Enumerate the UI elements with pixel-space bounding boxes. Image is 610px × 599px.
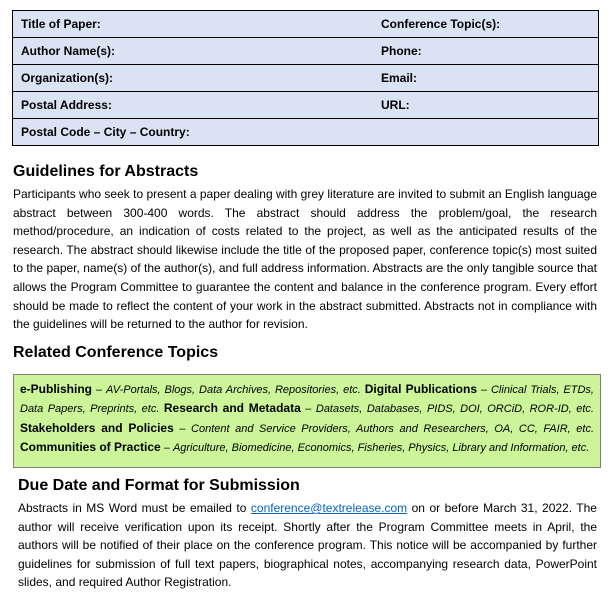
topic-name: Research and Metadata: [163, 401, 301, 416]
topic-separator: –: [300, 403, 316, 416]
topic-details: Agriculture, Biomedicine, Economics, Fisheries, Physics, Library and Information, etc.: [172, 441, 590, 454]
submission-text-after: on or before March 31, 2022. The author will receive verification upon its receipt. Shortly after the Program Committee meets in April, the authors will be notified of their place on the conference program. This notice will be accompanied by further guidelines for submission of full text papers, biographical notes, accompanying research data, PowerPoint slides, and required Author Registration.: [18, 501, 597, 590]
email-field[interactable]: Email:: [365, 65, 599, 92]
topic-separator: –: [92, 384, 106, 396]
phone-field[interactable]: Phone:: [365, 38, 599, 65]
topic-separator: –: [173, 422, 192, 435]
form-row: [13, 119, 599, 146]
postal-code-city-country-field[interactable]: Postal Code – City – Country:: [13, 119, 599, 146]
author-names-field[interactable]: Author Name(s):: [13, 38, 366, 65]
topic-name: e-Publishing: [20, 382, 92, 396]
topic-details: AV-Portals, Blogs, Data Archives, Repositories, etc.: [105, 384, 361, 396]
form-row: [13, 65, 599, 92]
conference-topics-field[interactable]: Conference Topic(s):: [365, 11, 599, 38]
submission-form-table: [12, 10, 599, 146]
topic-details: Datasets, Databases, PIDS, DOI, ORCiD, ROR-ID, etc.: [315, 403, 594, 416]
topic-name: Communities of Practice: [20, 439, 161, 454]
guidelines-text: Participants who seek to present a paper dealing with grey literature are invited to submit an English language abstract between 300-400 words. The abstract should address the problem/goal, the research method/procedure, an indication of costs related to the project, as well as the anticipated results of the research. The abstract should likewise include the title of the proposed paper, conference topic(s) most suited to the paper, name(s) of the author(s), and full address information. Abstracts are the only tangible source that allows the Program Committee to guarantee the content and balance in the conference program. Every effort should be made to reflect the content of your work in the abstract submitted. Abstracts not in compliance with the guidelines will be returned to the author for revision.: [13, 187, 597, 332]
submission-heading: Due Date and Format for Submission: [18, 477, 300, 494]
submission-text-before: Abstracts in MS Word must be emailed to: [18, 501, 251, 515]
title-of-paper-field[interactable]: Title of Paper:: [13, 11, 366, 38]
topic-name: Digital Publications: [364, 382, 477, 396]
submission-text: [18, 499, 597, 592]
topic-separator: –: [160, 441, 173, 454]
topic-details: Clinical Trials, ETDs, Data Papers, Preprints, etc.: [20, 384, 594, 416]
form-row: [13, 92, 599, 119]
email-link[interactable]: conference@textrelease.com: [250, 501, 408, 515]
topic-details: Content and Service Providers, Authors and Researchers, OA, CC, FAIR, etc.: [191, 422, 595, 435]
topic-name: Stakeholders and Policies: [20, 420, 174, 435]
topics-heading: Related Conference Topics: [13, 344, 219, 361]
form-row: [13, 38, 599, 65]
organizations-field[interactable]: Organization(s):: [13, 65, 366, 92]
topics-box: [13, 374, 601, 468]
url-field[interactable]: URL:: [365, 92, 599, 119]
guidelines-heading: Guidelines for Abstracts: [13, 163, 199, 180]
form-row: [13, 11, 599, 38]
postal-address-field[interactable]: Postal Address:: [13, 92, 366, 119]
topic-separator: –: [477, 384, 491, 396]
